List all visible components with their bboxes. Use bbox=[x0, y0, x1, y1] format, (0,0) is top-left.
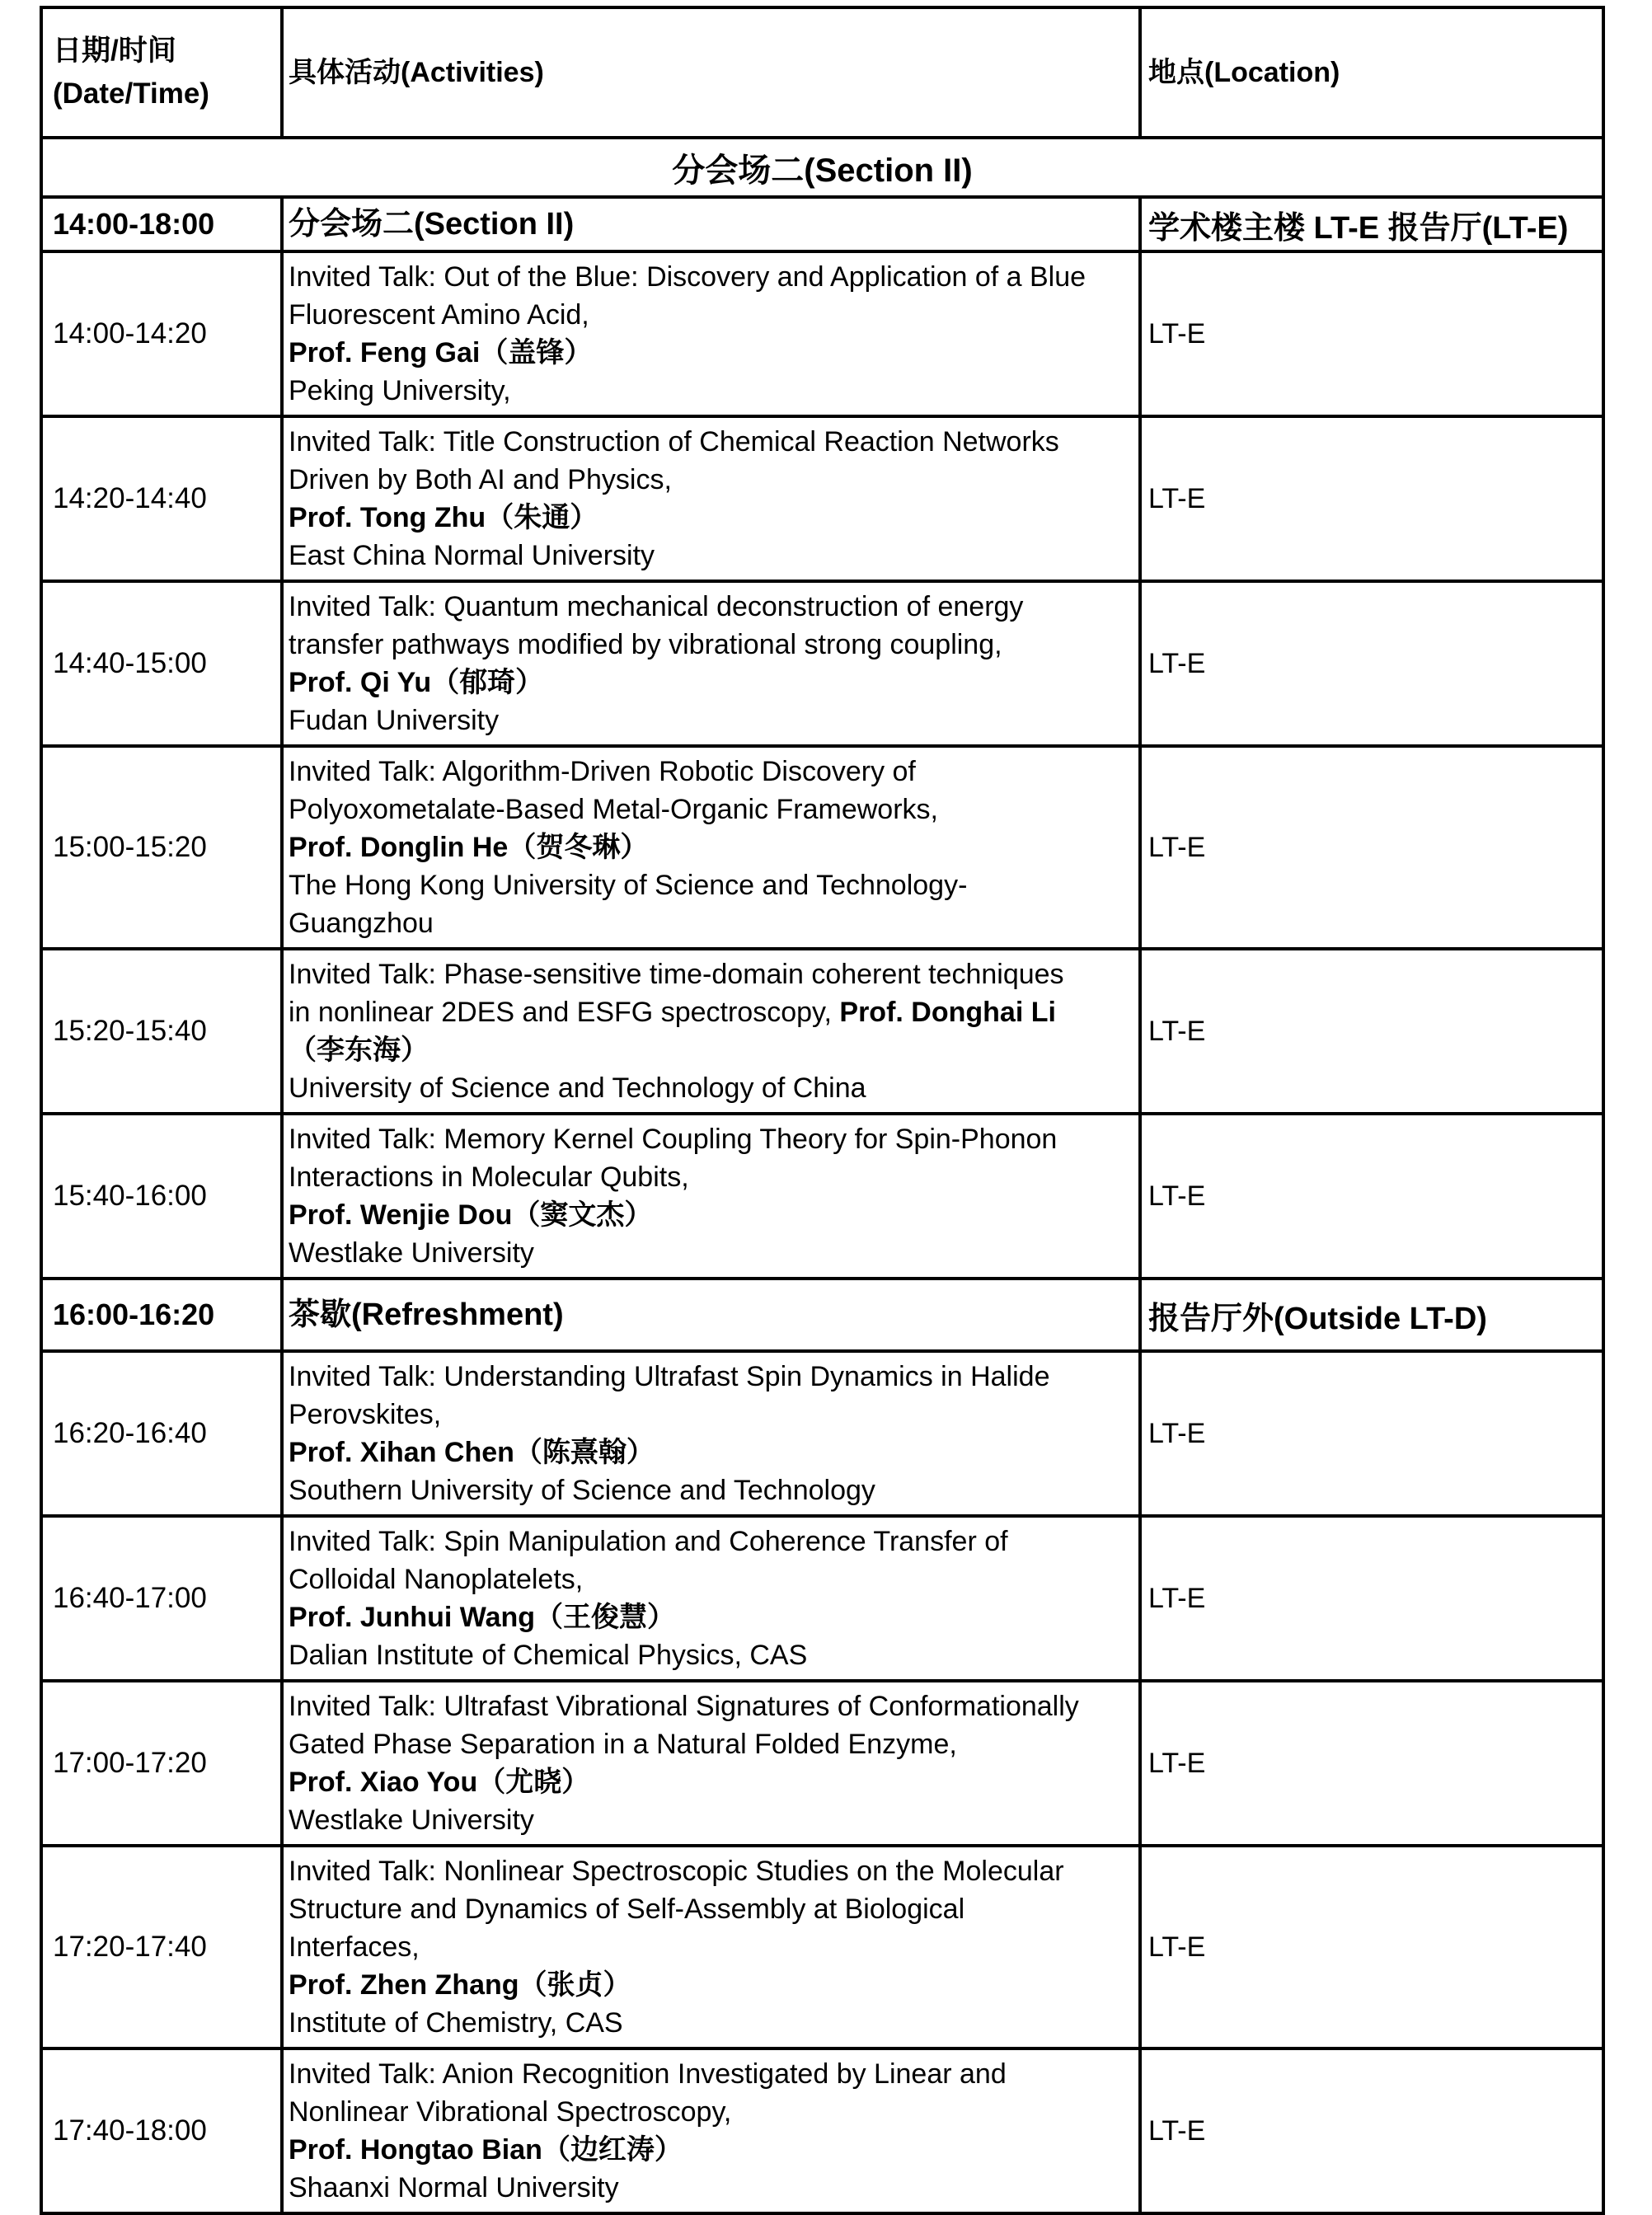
activity-text: Gated Phase Separation in a Natural Folded Enzyme, bbox=[289, 1729, 957, 1760]
activity-line bbox=[289, 1120, 1138, 1158]
schedule-row bbox=[41, 2048, 1603, 2213]
activity-line bbox=[289, 1523, 1138, 1560]
location-cell: LT-E bbox=[1140, 1846, 1603, 2048]
activity-line bbox=[289, 1158, 1138, 1196]
activity-cell bbox=[282, 1681, 1140, 1846]
location-cell: LT-E bbox=[1140, 1516, 1603, 1681]
schedule-row bbox=[41, 1681, 1603, 1846]
time-cell: 15:40-16:00 bbox=[41, 1114, 282, 1279]
activity-text: Colloidal Nanoplatelets, bbox=[289, 1564, 584, 1595]
activity-line bbox=[289, 2004, 1138, 2042]
activity-text: Interactions in Molecular Qubits, bbox=[289, 1161, 689, 1193]
activity-text: Invited Talk: Out of the Blue: Discovery and Application of a Blue bbox=[289, 261, 1086, 293]
activity-text: Invited Talk: Anion Recognition Investigated by Linear and bbox=[289, 2058, 1007, 2090]
schedule-row bbox=[41, 1114, 1603, 1279]
activity-line bbox=[289, 537, 1138, 575]
location-cell: 报告厅外(Outside LT-D) bbox=[1140, 1279, 1603, 1351]
activity-line bbox=[289, 334, 1138, 372]
activity-line bbox=[289, 372, 1138, 410]
activity-line bbox=[289, 1434, 1138, 1471]
activity-text: East China Normal University bbox=[289, 540, 655, 571]
location-cell: LT-E bbox=[1140, 949, 1603, 1114]
activity-text: Shaanxi Normal University bbox=[289, 2172, 619, 2203]
activity-line bbox=[289, 1196, 1138, 1234]
activity-text: in nonlinear 2DES and ESFG spectroscopy, bbox=[289, 997, 840, 1028]
activity-text: Invited Talk: Spin Manipulation and Coherence Transfer of bbox=[289, 1526, 1008, 1557]
speaker-name: （李东海） bbox=[289, 1035, 429, 1066]
activity-text: Invited Talk: Ultrafast Vibrational Signatures of Conformationally bbox=[289, 1691, 1079, 1722]
activity-line bbox=[289, 626, 1138, 664]
activity-line bbox=[289, 664, 1138, 702]
activity-line bbox=[289, 993, 1138, 1031]
activity-text: Polyoxometalate-Based Metal-Organic Frameworks, bbox=[289, 794, 938, 825]
time-cell: 14:00-18:00 bbox=[41, 197, 282, 251]
activity-cell bbox=[282, 1516, 1140, 1681]
activity-text: Interfaces, bbox=[289, 1931, 420, 1963]
speaker-name: Prof. Donglin He（贺冬琳） bbox=[289, 832, 649, 863]
activity-line bbox=[289, 1358, 1138, 1396]
activity-line bbox=[289, 1687, 1138, 1725]
speaker-name: 分会场二(Section II) bbox=[289, 207, 575, 242]
activity-cell bbox=[282, 581, 1140, 746]
activity-text: Structure and Dynamics of Self-Assembly at Biological bbox=[289, 1894, 965, 1925]
section-banner-row bbox=[41, 138, 1603, 197]
col-header-activities: 具体活动(Activities) bbox=[282, 7, 1140, 138]
activity-line bbox=[289, 2055, 1138, 2093]
activity-text: Invited Talk: Quantum mechanical deconstruction of energy bbox=[289, 591, 1024, 622]
schedule-table bbox=[40, 6, 1605, 2215]
location-cell: LT-E bbox=[1140, 1114, 1603, 1279]
activity-line bbox=[289, 1636, 1138, 1674]
header-row bbox=[41, 7, 1603, 138]
activity-line bbox=[289, 955, 1138, 993]
time-cell: 17:40-18:00 bbox=[41, 2048, 282, 2213]
activity-line bbox=[289, 1763, 1138, 1801]
activity-text: Invited Talk: Understanding Ultrafast Spin Dynamics in Halide bbox=[289, 1361, 1050, 1392]
location-cell: LT-E bbox=[1140, 581, 1603, 746]
activity-line bbox=[289, 1471, 1138, 1509]
location-cell: LT-E bbox=[1140, 1351, 1603, 1516]
activity-text: Fudan University bbox=[289, 705, 500, 736]
time-cell: 15:00-15:20 bbox=[41, 746, 282, 949]
activity-line bbox=[289, 1598, 1138, 1636]
activity-text: Invited Talk: Nonlinear Spectroscopic Studies on the Molecular bbox=[289, 1856, 1064, 1887]
activity-line bbox=[289, 1890, 1138, 1928]
activity-cell bbox=[282, 1114, 1140, 1279]
schedule-row bbox=[41, 1516, 1603, 1681]
activity-line bbox=[289, 828, 1138, 866]
schedule-row bbox=[41, 581, 1603, 746]
activity-cell bbox=[282, 1351, 1140, 1516]
activity-line bbox=[289, 1396, 1138, 1434]
activity-cell bbox=[282, 197, 1140, 251]
col-header-location: 地点(Location) bbox=[1140, 7, 1603, 138]
location-cell: 学术楼主楼 LT-E 报告厅(LT-E) bbox=[1140, 197, 1603, 251]
activity-line bbox=[289, 423, 1138, 461]
activity-text: Nonlinear Vibrational Spectroscopy, bbox=[289, 2096, 732, 2128]
activity-text: University of Science and Technology of China bbox=[289, 1072, 866, 1104]
activity-cell bbox=[282, 1279, 1140, 1351]
activity-text: Invited Talk: Algorithm-Driven Robotic Discovery of bbox=[289, 756, 916, 787]
schedule-row bbox=[41, 949, 1603, 1114]
activity-line bbox=[289, 2093, 1138, 2131]
schedule-row bbox=[41, 746, 1603, 949]
location-cell: LT-E bbox=[1140, 251, 1603, 416]
time-cell: 15:20-15:40 bbox=[41, 949, 282, 1114]
activity-line bbox=[289, 296, 1138, 334]
activity-line bbox=[289, 499, 1138, 537]
activity-line bbox=[289, 2169, 1138, 2207]
date-time-header-en: (Date/Time) bbox=[53, 77, 209, 110]
activity-text: Dalian Institute of Chemical Physics, CAS bbox=[289, 1640, 808, 1671]
activity-line bbox=[289, 1296, 1138, 1334]
activity-line bbox=[289, 1928, 1138, 1966]
activity-line bbox=[289, 1725, 1138, 1763]
activity-line bbox=[289, 588, 1138, 626]
activity-text: The Hong Kong University of Science and Technology- bbox=[289, 870, 968, 901]
schedule-row bbox=[41, 197, 1603, 251]
activity-text: Westlake University bbox=[289, 1237, 534, 1269]
time-cell: 14:20-14:40 bbox=[41, 416, 282, 581]
activity-text: Invited Talk: Title Construction of Chemical Reaction Networks bbox=[289, 426, 1059, 458]
time-cell: 16:20-16:40 bbox=[41, 1351, 282, 1516]
speaker-name: Prof. Wenjie Dou（窦文杰） bbox=[289, 1199, 653, 1231]
time-cell: 16:00-16:20 bbox=[41, 1279, 282, 1351]
activity-line bbox=[289, 258, 1138, 296]
location-cell: LT-E bbox=[1140, 2048, 1603, 2213]
activity-line bbox=[289, 1234, 1138, 1272]
activity-text: Guangzhou bbox=[289, 908, 434, 939]
speaker-name: Prof. Qi Yu（郁琦） bbox=[289, 667, 544, 698]
schedule-row bbox=[41, 416, 1603, 581]
activity-text: Southern University of Science and Technology bbox=[289, 1475, 875, 1506]
activity-line bbox=[289, 1801, 1138, 1839]
activity-text: Westlake University bbox=[289, 1804, 534, 1836]
schedule-row bbox=[41, 251, 1603, 416]
activity-text: Driven by Both AI and Physics, bbox=[289, 464, 672, 495]
time-cell: 17:00-17:20 bbox=[41, 1681, 282, 1846]
speaker-name: Prof. Feng Gai（盖锋） bbox=[289, 337, 593, 368]
speaker-name: Prof. Xihan Chen（陈熹翰） bbox=[289, 1437, 655, 1468]
time-cell: 14:00-14:20 bbox=[41, 251, 282, 416]
schedule-row bbox=[41, 1351, 1603, 1516]
activity-line bbox=[289, 702, 1138, 739]
activity-text: transfer pathways modified by vibrational strong coupling, bbox=[289, 629, 1002, 660]
activity-line bbox=[289, 1031, 1138, 1069]
speaker-name: Prof. Zhen Zhang（张贞） bbox=[289, 1969, 631, 2001]
schedule-row bbox=[41, 1846, 1603, 2048]
schedule-row bbox=[41, 1279, 1603, 1351]
activity-line bbox=[289, 205, 1138, 243]
activity-line bbox=[289, 1069, 1138, 1107]
col-header-date-time bbox=[41, 7, 282, 138]
activity-cell bbox=[282, 1846, 1140, 2048]
activity-text: Invited Talk: Memory Kernel Coupling Theory for Spin-Phonon bbox=[289, 1124, 1058, 1155]
activity-line bbox=[289, 1852, 1138, 1890]
location-cell: LT-E bbox=[1140, 1681, 1603, 1846]
location-cell: LT-E bbox=[1140, 416, 1603, 581]
activity-cell bbox=[282, 746, 1140, 949]
activity-line bbox=[289, 866, 1138, 904]
activity-text: Fluorescent Amino Acid, bbox=[289, 299, 589, 331]
activity-cell bbox=[282, 416, 1140, 581]
activity-text: Peking University, bbox=[289, 375, 511, 406]
activity-text: Perovskites, bbox=[289, 1399, 442, 1430]
speaker-name: 茶歇(Refreshment) bbox=[289, 1298, 564, 1332]
activity-line bbox=[289, 1560, 1138, 1598]
activity-line bbox=[289, 1966, 1138, 2004]
date-time-header-zh: 日期/时间 bbox=[53, 35, 176, 67]
activity-line bbox=[289, 791, 1138, 828]
activity-line bbox=[289, 2131, 1138, 2169]
activity-text: Invited Talk: Phase-sensitive time-domain coherent techniques bbox=[289, 959, 1064, 990]
speaker-name: Prof. Xiao You（尤晓） bbox=[289, 1767, 590, 1798]
section-banner: 分会场二(Section II) bbox=[41, 138, 1603, 197]
time-cell: 16:40-17:00 bbox=[41, 1516, 282, 1681]
activity-cell bbox=[282, 949, 1140, 1114]
speaker-name: Prof. Tong Zhu（朱通） bbox=[289, 502, 598, 533]
activity-line bbox=[289, 753, 1138, 791]
speaker-name: Prof. Donghai Li bbox=[839, 997, 1056, 1028]
activity-cell bbox=[282, 251, 1140, 416]
activity-cell bbox=[282, 2048, 1140, 2213]
speaker-name: Prof. Junhui Wang（王俊慧） bbox=[289, 1602, 676, 1633]
location-cell: LT-E bbox=[1140, 746, 1603, 949]
activity-line bbox=[289, 904, 1138, 942]
activity-text: Institute of Chemistry, CAS bbox=[289, 2007, 623, 2039]
speaker-name: Prof. Hongtao Bian（边红涛） bbox=[289, 2134, 683, 2166]
time-cell: 17:20-17:40 bbox=[41, 1846, 282, 2048]
time-cell: 14:40-15:00 bbox=[41, 581, 282, 746]
activity-line bbox=[289, 461, 1138, 499]
